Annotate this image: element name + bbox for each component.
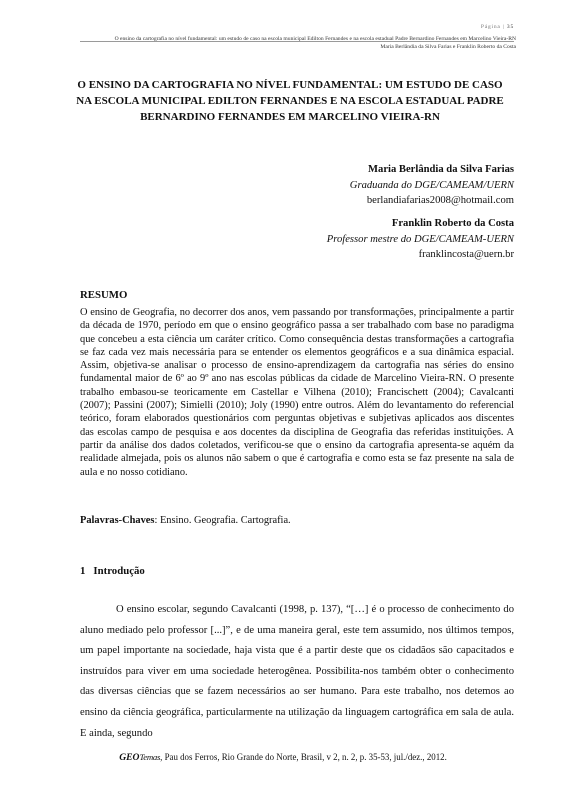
author-block-2 bbox=[327, 216, 514, 263]
paper-title: O ENSINO DA CARTOGRAFIA NO NÍVEL FUNDAMENTAL: UM ESTUDO DE CASO NA ESCOLA MUNICIPAL EDILTON FERNANDES E NA ESCOLA ESTADUAL PADRE BERNARDINO FERNANDES EM MARCELINO VIEIRA-RN bbox=[76, 79, 504, 123]
author-name: Maria Berlândia da Silva Farias bbox=[368, 164, 514, 175]
page-number-value: 35 bbox=[506, 24, 514, 30]
author-email: berlandiafarias2008@hotmail.com bbox=[366, 195, 514, 206]
keywords-label: Palavras-Chaves bbox=[80, 515, 155, 526]
author-block-1 bbox=[350, 162, 514, 209]
author-affiliation: Graduanda do DGE/CAMEAM/UERN bbox=[349, 179, 514, 191]
keywords bbox=[80, 514, 514, 527]
running-head-title: O ensino da cartografia no nível fundamental: um estudo de caso na escola municipal Edilton Fernandes e na escola estadual Padre Bernardino Fernandes em Marcelino Vieira-RN bbox=[114, 36, 516, 42]
keywords-text: : Ensino. Geografia. Cartografia. bbox=[154, 515, 291, 526]
author-email: franklincosta@uern.br bbox=[418, 249, 514, 260]
section-heading bbox=[80, 565, 145, 577]
author-affiliation: Professor mestre do DGE/CAMEAM-UERN bbox=[326, 233, 514, 245]
page-word: Página bbox=[480, 24, 501, 30]
footer-citation-text: , Pau dos Ferros, Rio Grande do Norte, Brasil, v 2, n. 2, p. 35-53, jul./dez., 2012. bbox=[160, 752, 447, 762]
body-paragraph: O ensino escolar, segundo Cavalcanti (1998, p. 137), “[…] é o processo de conhecimento do aluno mediado pelo professor [...]”, e de uma maneira geral, este tem assumido, nos últimos tempos, um papel importante na sociedade, haja vista que é a partir deste que os cidadãos são capacitados e instruídos para viver em uma sociedade heterogênea. Possibilita-nos também obter o conhecimento das diversas ciências que se fazem necessários ao ser humano. Para este trabalho, nos detemos ao ensino da ciência geográfica, particularmente na utilização da linguagem cartográfica em sala de aula. E ainda, segundo bbox=[80, 604, 514, 739]
running-head-authors: Maria Berlândia da Silva Farias e Franklin Roberto da Costa bbox=[380, 44, 516, 50]
footer-citation bbox=[0, 752, 566, 763]
section-number: 1 bbox=[80, 565, 86, 577]
author-name: Franklin Roberto da Costa bbox=[391, 218, 514, 229]
abstract-heading: RESUMO bbox=[80, 289, 128, 301]
page-number: Página | 35 bbox=[480, 24, 514, 30]
abstract-text: O ensino de Geografia, no decorrer dos anos, vem passando por transformações, principalmente a partir da década de 1970, período em que o ensino geográfico passa a ser trabalhado com base no paradigma que concebeu a esta ciência um caráter crítico. Como consequência destas transformações a cartografia se faz cada vez mais necessária para se entender os elementos geográficos e a sua dinâmica espacial. Assim, objetiva-se analisar o processo de ensino-aprendizagem da cartografia nas séries do ensino fundamental maior de 6º ao 9º ano nas escolas públicas da cidade de Marcelino Vieira-RN. O presente trabalho embasou-se teoricamente em Castellar e Vilhena (2010); Francischett (2004); Cavalcanti (2007); Passini (2007); Simielli (2010); Joly (1990) entre outros. Além do levantamento do referencial teórico, foram elaborados questionários com perguntas objetivas e subjetivas aplicados aos discentes das escolas campo de pesquisa e aos docentes da disciplina de Geografia das referidas instituições. A partir da análise dos dados coletados, verificou-se que o ensino da cartografia apresenta-se aquém da realidade almejada, pois os alunos não sabem o que é cartografia e como esta se faz presente na sala de aula e no nosso cotidiano. bbox=[80, 307, 514, 478]
section-title: Introdução bbox=[93, 565, 145, 577]
header-rule bbox=[80, 41, 514, 42]
journal-logo: GEO bbox=[119, 752, 140, 763]
journal-logo-script: Temas bbox=[139, 752, 161, 762]
running-head bbox=[46, 35, 516, 51]
